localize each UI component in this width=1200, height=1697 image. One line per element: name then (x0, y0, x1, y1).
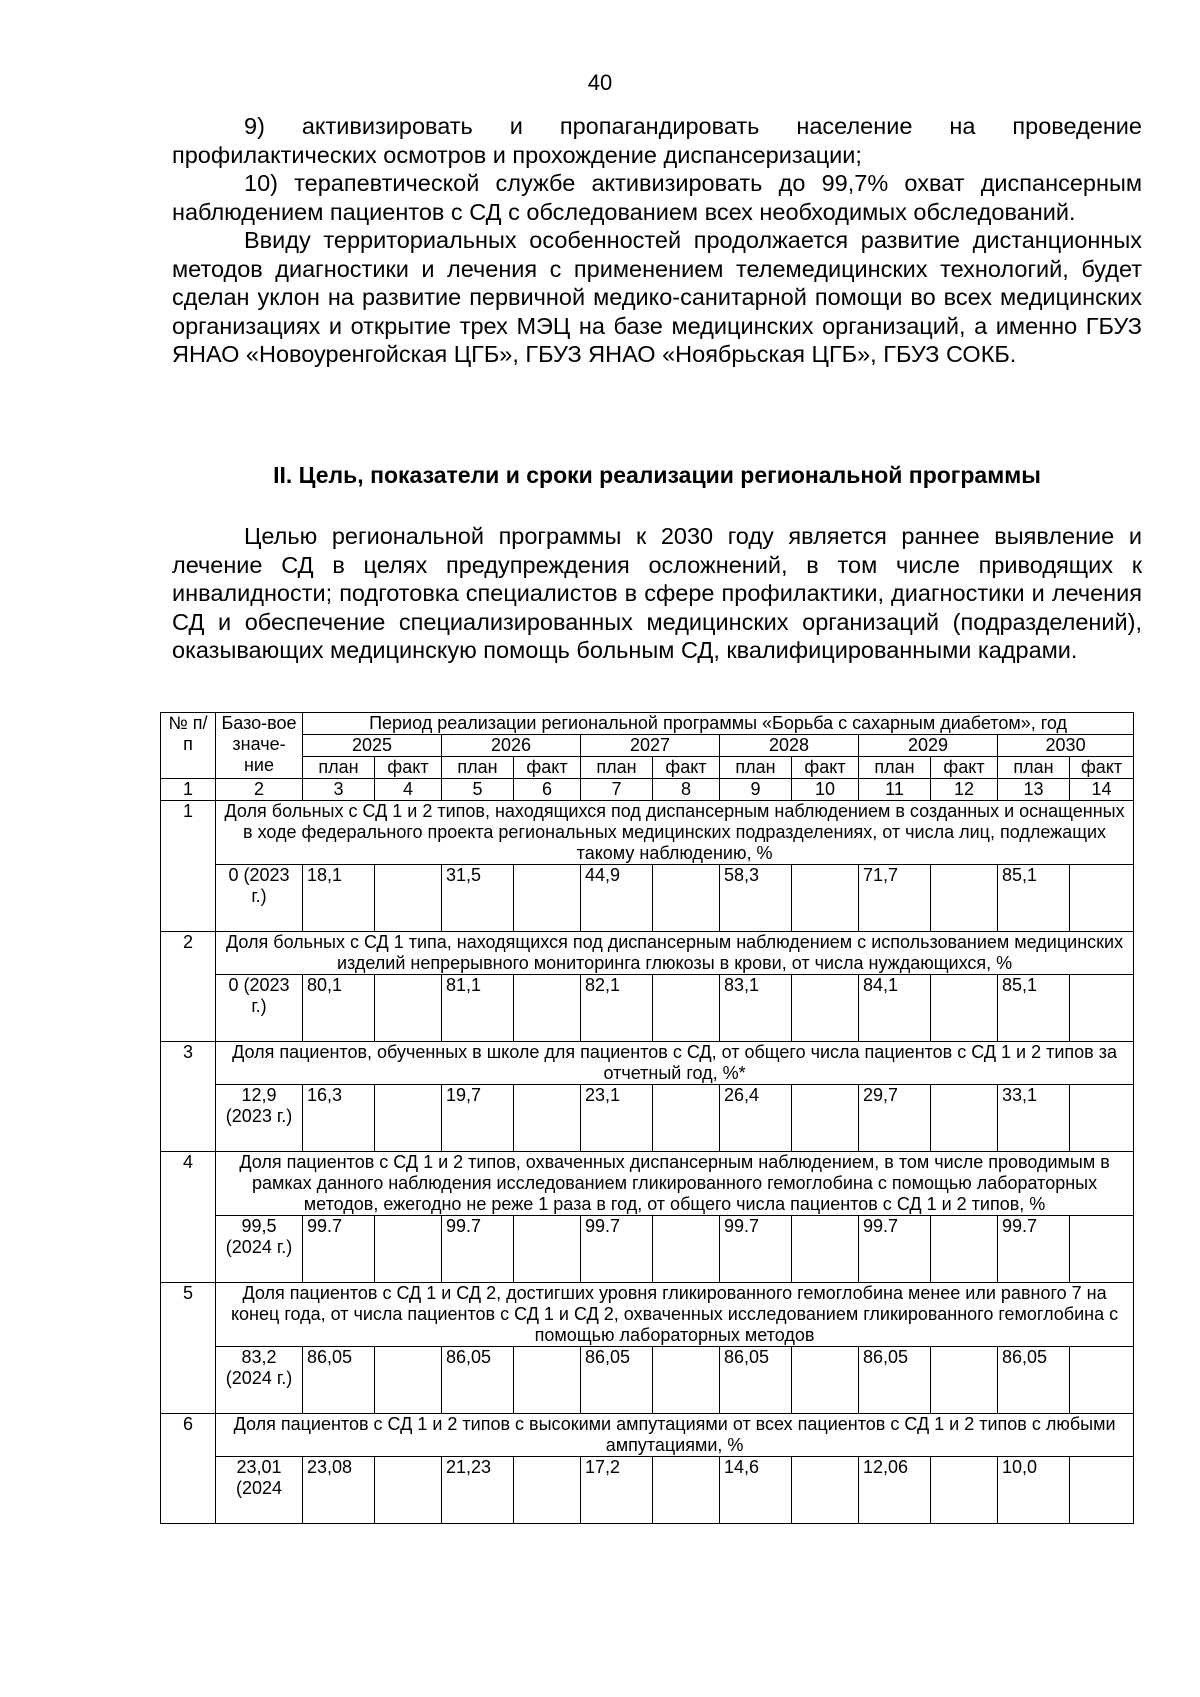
column-number: 6 (514, 779, 581, 801)
goal-paragraph: Целью региональной программы к 2030 году является раннее выявление и лечение СД в целях предупреждения осложнений, в том числе приводящих к инвалидности; подготовка специалистов в сфере профилактики, диагностики и лечения СД и обеспечение специализированных медицинских организаций (подразделений), оказывающих медицинскую помощь больным СД, квалифицированными кадрами. (172, 523, 1142, 663)
fact-value (1070, 1457, 1134, 1524)
column-number: 10 (792, 779, 859, 801)
base-value: 0 (2023 г.) (216, 975, 303, 1042)
fact-value (375, 1457, 442, 1524)
plan-value: 99.7 (581, 1216, 653, 1283)
table-row-values (161, 1347, 1134, 1414)
table-row-values (161, 1457, 1134, 1524)
fact-value (514, 1216, 581, 1283)
plan-value: 10,0 (998, 1457, 1070, 1524)
plan-value: 17,2 (581, 1457, 653, 1524)
indicator-label: Доля пациентов с СД 1 и 2 типов, охваченных диспансерным наблюдением, в том числе проводимым в рамках данного наблюдения исследованием гликированного гемоглобина с помощью лабораторных методов, ежегодно не реже 1 раза в год, от общего числа пациентов с СД 1 и 2 типов, % (216, 1152, 1134, 1216)
fact-value (653, 1347, 720, 1414)
fact-value (931, 975, 998, 1042)
fact-value (653, 1085, 720, 1152)
indicator-label: Доля больных с СД 1 и 2 типов, находящихся под диспансерным наблюдением в созданных и оснащенных в ходе федерального проекта региональных медицинских подразделениях, от числа лиц, подлежащих такому наблюдению, % (216, 801, 1134, 865)
plan-value: 44,9 (581, 865, 653, 932)
paragraph-item-10: 10) терапевтической службе активизировать до 99,7% охват диспансерным наблюдением пациентов с СД с обследованием всех необходимых обследований. (172, 170, 1142, 225)
fact-value (931, 1085, 998, 1152)
fact-value (514, 865, 581, 932)
table-row (161, 1414, 1134, 1457)
table-header (161, 713, 1134, 801)
indicator-label: Доля больных с СД 1 типа, находящихся под диспансерным наблюдением с использованием медицинских изделий непрерывного мониторинга глюкозы в крови, от числа нуждающихся, % (216, 932, 1134, 975)
fact-value (792, 1085, 859, 1152)
fact-value (375, 865, 442, 932)
plan-value: 85,1 (998, 865, 1070, 932)
fact-value (792, 1216, 859, 1283)
fact-value (375, 1216, 442, 1283)
column-number: 7 (581, 779, 653, 801)
fact-value (375, 1347, 442, 1414)
table-row (161, 801, 1134, 865)
column-number: 13 (998, 779, 1070, 801)
fact-value (931, 1347, 998, 1414)
base-value: 0 (2023 г.) (216, 865, 303, 932)
fact-value (514, 975, 581, 1042)
plan-value: 33,1 (998, 1085, 1070, 1152)
table-row-values (161, 975, 1134, 1042)
page-number: 40 (587, 70, 613, 95)
plan-value: 99.7 (442, 1216, 514, 1283)
year-header: 2027 (581, 735, 720, 757)
plan-value: 58,3 (720, 865, 792, 932)
fact-value (792, 1347, 859, 1414)
column-number: 2 (216, 779, 303, 801)
fact-value (1070, 1085, 1134, 1152)
fact-value (931, 1216, 998, 1283)
fact-header: факт (1070, 757, 1134, 779)
fact-value (931, 1457, 998, 1524)
plan-header: план (998, 757, 1070, 779)
header-period: Период реализации региональной программы «Борьба с сахарным диабетом», год (303, 713, 1134, 735)
plan-value: 99.7 (859, 1216, 931, 1283)
fact-value (792, 1457, 859, 1524)
year-header: 2029 (859, 735, 998, 757)
section-heading: II. Цель, показатели и сроки реализации региональной программы (273, 462, 1041, 488)
year-header: 2026 (442, 735, 581, 757)
row-number: 6 (161, 1414, 216, 1524)
indicator-label: Доля пациентов с СД 1 и СД 2, достигших уровня гликированного гемоглобина менее или равного 7 на конец года, от числа пациентов с СД 1 и СД 2, охваченных исследованием гликированного гемоглобина с помощью лабораторных методов (216, 1283, 1134, 1347)
fact-value (375, 1085, 442, 1152)
fact-value (1070, 1347, 1134, 1414)
fact-value (653, 975, 720, 1042)
plan-value: 82,1 (581, 975, 653, 1042)
indicator-label: Доля пациентов, обученных в школе для пациентов с СД, от общего числа пациентов с СД 1 и 2 типов за отчетный год, %* (216, 1042, 1134, 1085)
plan-value: 86,05 (998, 1347, 1070, 1414)
plan-header: план (581, 757, 653, 779)
fact-value (653, 865, 720, 932)
fact-value (1070, 1216, 1134, 1283)
base-value: 12,9 (2023 г.) (216, 1085, 303, 1152)
plan-value: 29,7 (859, 1085, 931, 1152)
fact-value (514, 1085, 581, 1152)
paragraph-item-9: 9) активизировать и пропагандировать население на проведение профилактических осмотров и прохождение диспансеризации; (172, 113, 1142, 168)
column-number: 1 (161, 779, 216, 801)
plan-value: 18,1 (303, 865, 375, 932)
year-header: 2030 (998, 735, 1134, 757)
column-number: 14 (1070, 779, 1134, 801)
plan-fact-row (161, 757, 1134, 779)
fact-value (1070, 865, 1134, 932)
fact-header: факт (931, 757, 998, 779)
plan-value: 31,5 (442, 865, 514, 932)
row-number: 3 (161, 1042, 216, 1152)
fact-value (653, 1216, 720, 1283)
row-number: 2 (161, 932, 216, 1042)
plan-value: 86,05 (859, 1347, 931, 1414)
plan-value: 85,1 (998, 975, 1070, 1042)
table-row (161, 1042, 1134, 1085)
table-body (161, 801, 1134, 1524)
plan-value: 86,05 (303, 1347, 375, 1414)
indicator-label: Доля пациентов с СД 1 и 2 типов с высокими ампутациями от всех пациентов с СД 1 и 2 типов с любыми ампутациями, % (216, 1414, 1134, 1457)
plan-value: 81,1 (442, 975, 514, 1042)
plan-value: 83,1 (720, 975, 792, 1042)
plan-value: 86,05 (720, 1347, 792, 1414)
table-row (161, 1152, 1134, 1216)
fact-value (514, 1347, 581, 1414)
plan-value: 23,08 (303, 1457, 375, 1524)
year-header: 2028 (720, 735, 859, 757)
base-value: 99,5 (2024 г.) (216, 1216, 303, 1283)
fact-value (653, 1457, 720, 1524)
fact-header: факт (514, 757, 581, 779)
table-row (161, 932, 1134, 975)
column-number: 3 (303, 779, 375, 801)
plan-value: 99.7 (303, 1216, 375, 1283)
goal-text (172, 522, 1142, 665)
fact-value (375, 975, 442, 1042)
fact-value (792, 865, 859, 932)
column-number-row (161, 779, 1134, 801)
plan-value: 84,1 (859, 975, 931, 1042)
table-row-values (161, 1216, 1134, 1283)
row-number: 4 (161, 1152, 216, 1283)
fact-value (792, 975, 859, 1042)
fact-header: факт (653, 757, 720, 779)
plan-value: 21,23 (442, 1457, 514, 1524)
plan-value: 99.7 (998, 1216, 1070, 1283)
plan-value: 19,7 (442, 1085, 514, 1152)
fact-value (514, 1457, 581, 1524)
plan-value: 80,1 (303, 975, 375, 1042)
plan-value: 86,05 (581, 1347, 653, 1414)
plan-value: 71,7 (859, 865, 931, 932)
fact-value (931, 865, 998, 932)
table-row-values (161, 865, 1134, 932)
year-row (161, 735, 1134, 757)
plan-header: план (859, 757, 931, 779)
plan-header: план (442, 757, 514, 779)
column-number: 12 (931, 779, 998, 801)
column-number: 9 (720, 779, 792, 801)
plan-value: 99.7 (720, 1216, 792, 1283)
plan-value: 26,4 (720, 1085, 792, 1152)
header-num: № п/п (161, 713, 216, 779)
fact-header: факт (792, 757, 859, 779)
fact-header: факт (375, 757, 442, 779)
plan-header: план (720, 757, 792, 779)
plan-header: план (303, 757, 375, 779)
column-number: 5 (442, 779, 514, 801)
fact-value (1070, 975, 1134, 1042)
plan-value: 12,06 (859, 1457, 931, 1524)
row-number: 1 (161, 801, 216, 932)
intro-text (172, 112, 1142, 369)
row-number: 5 (161, 1283, 216, 1414)
table-row (161, 1283, 1134, 1347)
plan-value: 16,3 (303, 1085, 375, 1152)
column-number: 11 (859, 779, 931, 801)
indicators-table (160, 712, 1134, 1524)
paragraph-telemedicine: Ввиду территориальных особенностей продолжается развитие дистанционных методов диагностики и лечения с применением телемедицинских технологий, будет сделан уклон на развитие первичной медико-санитарной помощи во всех медицинских организациях и открытие трех МЭЦ на базе медицинских организаций, а именно ГБУЗ ЯНАО «Новоуренгойская ЦГБ», ГБУЗ ЯНАО «Ноябрьская ЦГБ», ГБУЗ СОКБ. (172, 227, 1142, 367)
header-base: Базо-вое значе-ние (216, 713, 303, 779)
base-value: 23,01 (2024 (216, 1457, 303, 1524)
column-number: 4 (375, 779, 442, 801)
plan-value: 23,1 (581, 1085, 653, 1152)
plan-value: 86,05 (442, 1347, 514, 1414)
year-header: 2025 (303, 735, 442, 757)
base-value: 83,2 (2024 г.) (216, 1347, 303, 1414)
column-number: 8 (653, 779, 720, 801)
plan-value: 14,6 (720, 1457, 792, 1524)
table-row-values (161, 1085, 1134, 1152)
